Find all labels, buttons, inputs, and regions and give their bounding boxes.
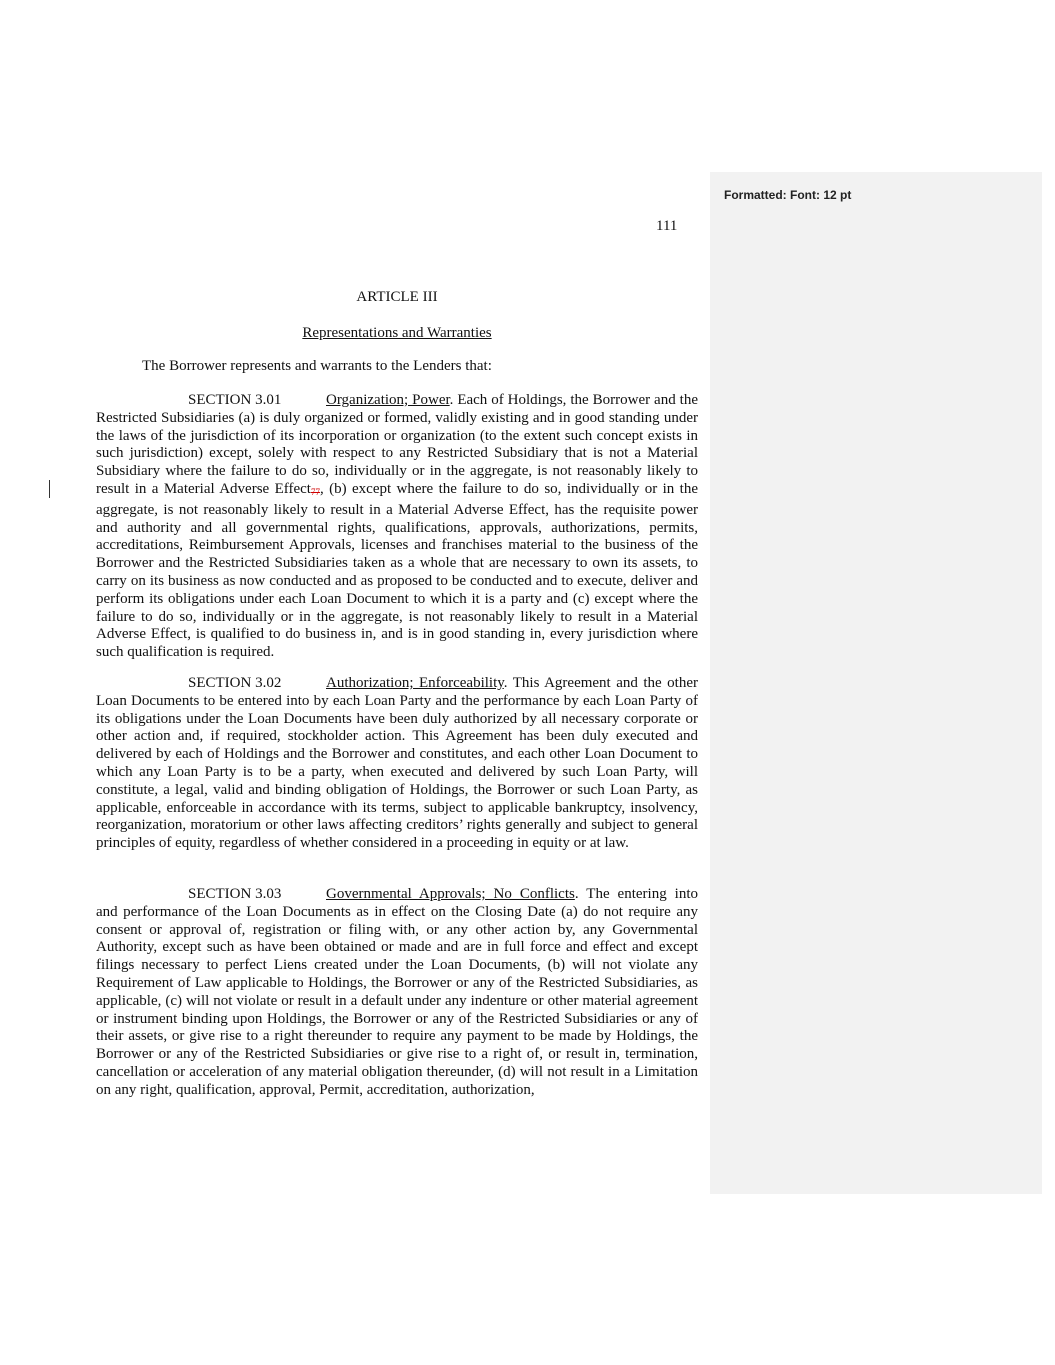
section-3-03 xyxy=(96,886,698,1100)
article-title: Representations and Warranties xyxy=(302,325,492,341)
change-bar xyxy=(49,480,50,498)
formatting-comment[interactable]: Formatted: Font: 12 pt xyxy=(724,188,852,202)
comment-pane xyxy=(710,172,1042,1194)
section-title: Authorization; Enforceability xyxy=(326,675,504,691)
section-text: . This Agreement and the other Loan Documents to be entered into by each Loan Party and the performance by each Loan Party of its obligations under the Loan Documents have been duly authorized by all necessary corporate or other action and, if required, stockholder action. This Agreement has been duly executed and delivered by each of Holdings and the Borrower and constitutes, and each other Loan Document to which any Loan Party is to be a party, when executed and delivered by such Loan Party, will constitute, a legal, valid and binding obligation of Holdings, the Borrower or such Loan Party, as applicable, enforceable in accordance with its terms, subject to applicable bankruptcy, insolvency, reorganization, moratorium or other laws affecting creditors’ rights generally and subject to general principles of equity, regardless of whether considered in a proceeding in equity or at law. xyxy=(96,675,698,852)
section-3-02 xyxy=(96,675,698,853)
section-text: . Each of Holdings, the Borrower and the Restricted Subsidiaries (a) is duly organized or formed, validly existing and in good standing under the laws of the jurisdiction of its incorporation or organization (to the extent such concept exists in such jurisdiction) except, solely with respect to any Restricted Subsidiary that is not a Material Subsidiary where the failure to do so, individually or in the aggregate, is not reasonably likely to result in a Material Adverse Effect xyxy=(96,392,698,497)
section-title: Governmental Approvals; No Conflicts xyxy=(326,886,575,902)
tracked-deletion[interactable]: 77 xyxy=(310,486,320,497)
section-title: Organization; Power xyxy=(326,392,450,408)
section-number: SECTION 3.03 xyxy=(188,886,282,902)
section-text-continued: , (b) except where the failure to do so, individually or in the aggregate, is not reasonably likely to result in a Material Adverse Effect, has the requisite power and authority and all governmental rights, qualifications, approvals, authorizations, permits, accreditations, Reimbursement Approvals, licenses and franchises material to the business of the Borrower and the Restricted Subsidiaries taken as a whole that are necessary to own its assets, to carry on its business as now conducted and as proposed to be conducted and to execute, deliver and perform its obligations under each Loan Document to which it is a party and (c) except where the failure to do so, individually or in the aggregate, is not reasonably likely to result in a Material Adverse Effect, is qualified to do business in, and is in good standing in, every jurisdiction where such qualification is required. xyxy=(96,480,698,661)
page-number: 111 xyxy=(656,218,678,234)
section-3-01 xyxy=(96,392,698,662)
section-number: SECTION 3.01 xyxy=(188,392,282,408)
article-heading: ARTICLE III xyxy=(356,289,438,305)
section-number: SECTION 3.02 xyxy=(188,675,282,691)
intro-paragraph: The Borrower represents and warrants to the Lenders that: xyxy=(142,358,492,374)
section-text: . The entering into and performance of the Loan Documents as in effect on the Closing Date (a) do not require any consent or approval of, registration or filing with, or any other action by, any Governmental Authority, except such as have been obtained or made and are in full force and effect and except filings necessary to perfect Liens created under the Loan Documents, (b) will not violate any Requirement of Law applicable to Holdings, the Borrower or any of the Restricted Subsidiaries, as applicable, (c) will not violate or result in a default under any indenture or other material agreement or instrument binding upon Holdings, the Borrower or any of the Restricted Subsidiaries or any of their assets, or give rise to a right thereunder to require any payment to be made by Holdings, the Borrower or any of the Restricted Subsidiaries or give rise to a right of, or result in, termination, cancellation or acceleration of any material obligation thereunder, (d) will not result in a Limitation on any right, qualification, approval, Permit, accreditation, authorization, xyxy=(96,886,698,1098)
